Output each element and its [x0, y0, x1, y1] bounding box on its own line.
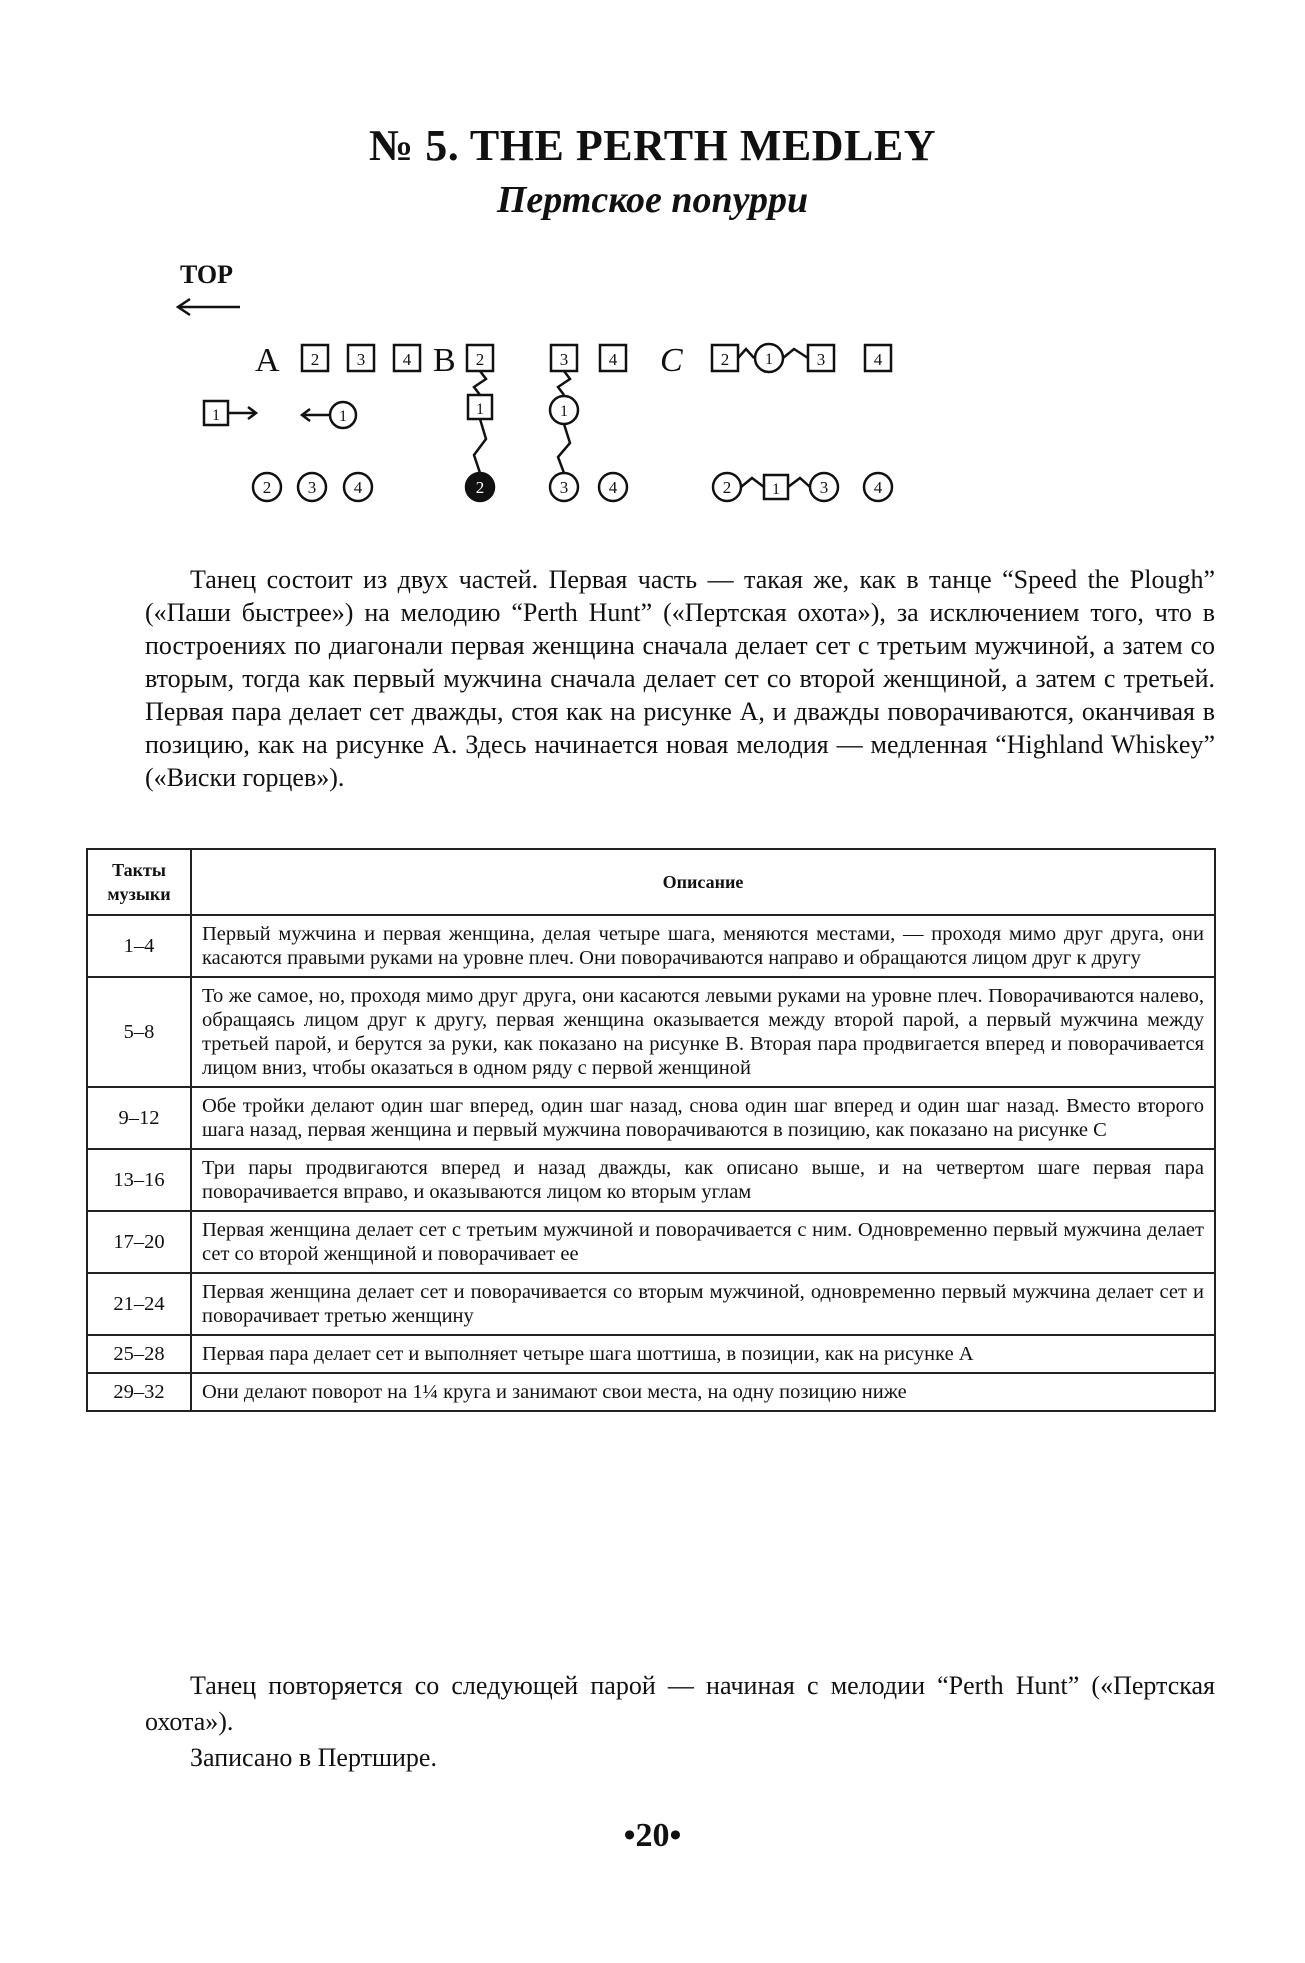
- man-2-square: [467, 345, 493, 371]
- table-row: [87, 1087, 1215, 1149]
- woman-2-circle: [713, 473, 741, 501]
- dance-steps-table: [86, 848, 1216, 1412]
- man-1-square: [764, 475, 788, 499]
- woman-1-circle: [755, 344, 783, 372]
- man-3-square: [808, 345, 834, 371]
- table-row: [87, 1373, 1215, 1411]
- svg-text:1: 1: [765, 351, 773, 368]
- figure-c: [712, 344, 892, 501]
- woman-2-circle: [466, 473, 494, 501]
- table-header-row: [87, 849, 1215, 915]
- right-arrow-icon: [228, 407, 256, 419]
- description-cell: То же самое, но, проходя мимо друг друга, они касаются левыми руками на уровне плеч. Поворачиваются налево, обращаясь лицом друг к другу, первая женщина оказывается между второй парой, а первый мужчина между третьей парой, и берутся за руки, как показано на рисунке В. Вторая пара продвигается вперед и поворачивается лицом вниз, чтобы оказаться в одном ряду с первой женщиной: [191, 977, 1215, 1087]
- svg-text:4: 4: [873, 350, 883, 369]
- woman-1-circle: [550, 396, 578, 424]
- source-note: Записано в Пертшире.: [190, 1743, 437, 1772]
- hand-link: [558, 424, 570, 473]
- bars-cell: 25–28: [87, 1335, 191, 1373]
- description-cell: Они делают поворот на 1¼ круга и занимают свои места, на одну позицию ниже: [191, 1373, 1215, 1411]
- man-4-square: [865, 345, 891, 371]
- svg-text:2: 2: [262, 478, 272, 497]
- description-cell: Обе тройки делают один шаг вперед, один шаг назад, снова один шаг вперед и один шаг назад. Вместо второго шага назад, первая женщина и первый мужчина поворачиваются в позицию, как показано на рисунке С: [191, 1087, 1215, 1149]
- bars-cell: 29–32: [87, 1373, 191, 1411]
- figure-a-label: A: [255, 342, 280, 379]
- svg-text:3: 3: [559, 478, 569, 497]
- svg-text:3: 3: [819, 478, 829, 497]
- table-row: [87, 915, 1215, 977]
- man-3-square: [348, 345, 374, 371]
- svg-text:3: 3: [816, 350, 826, 369]
- table-row: [87, 1149, 1215, 1211]
- svg-text:4: 4: [353, 478, 363, 497]
- svg-text:3: 3: [559, 350, 569, 369]
- man-4-square: [600, 345, 626, 371]
- hand-link: [474, 371, 486, 395]
- table-row: [87, 1211, 1215, 1273]
- man-3-square: [551, 345, 577, 371]
- page-subtitle: Пертское попурри: [496, 179, 809, 221]
- woman-4-circle: [344, 473, 372, 501]
- woman-3-circle: [298, 473, 326, 501]
- woman-4-circle: [864, 473, 892, 501]
- svg-text:2: 2: [310, 350, 320, 369]
- man-1-square: [204, 401, 228, 425]
- page-number: •20•: [623, 1817, 682, 1854]
- svg-text:2: 2: [475, 350, 485, 369]
- hand-link: [558, 371, 570, 395]
- top-arrow-icon: [178, 299, 240, 315]
- man-2-square: [712, 345, 738, 371]
- bars-cell: 21–24: [87, 1273, 191, 1335]
- woman-3-circle: [810, 473, 838, 501]
- description-cell: Первая женщина делает сет с третьим мужчиной и поворачивается с ним. Одновременно первый мужчина делает сет со второй женщиной и поворачивает ее: [191, 1211, 1215, 1273]
- man-1-square: [468, 395, 492, 419]
- hand-link: [783, 349, 808, 358]
- bars-cell: 13–16: [87, 1149, 191, 1211]
- description-cell: Первая женщина делает сет и поворачивается со вторым мужчиной, одновременно первый мужчина делает сет и поворачивает третью женщину: [191, 1273, 1215, 1335]
- svg-text:4: 4: [608, 478, 618, 497]
- description-cell: Три пары продвигаются вперед и назад дважды, как описано выше, и на четвертом шаге первая пара поворачивается вправо, и оказываются лицом ко вторым углам: [191, 1149, 1215, 1211]
- figure-b-label: B: [433, 342, 456, 379]
- top-label: TOP: [180, 260, 233, 289]
- left-arrow-icon: [302, 409, 330, 421]
- svg-text:2: 2: [722, 478, 732, 497]
- svg-text:1: 1: [339, 408, 347, 425]
- svg-text:3: 3: [356, 350, 366, 369]
- page-title: № 5. THE PERTH MEDLEY: [369, 121, 936, 170]
- header-description: Описание: [191, 849, 1215, 915]
- hand-link: [741, 478, 764, 487]
- bars-cell: 17–20: [87, 1211, 191, 1273]
- hand-link: [788, 478, 810, 487]
- svg-text:3: 3: [307, 478, 317, 497]
- woman-2-circle: [253, 473, 281, 501]
- header-bars: Такты музыки: [87, 849, 191, 915]
- svg-text:4: 4: [402, 350, 412, 369]
- svg-text:1: 1: [772, 481, 780, 498]
- figure-a: [204, 345, 420, 501]
- description-cell: Первая пара делает сет и выполняет четыре шага шоттиша, в позиции, как на рисунке А: [191, 1335, 1215, 1373]
- man-4-square: [394, 345, 420, 371]
- description-cell: Первый мужчина и первая женщина, делая четыре шага, меняются местами, — проходя мимо друг друга, они касаются правыми руками на уровне плеч. Они поворачиваются направо и обращаются лицом друг к другу: [191, 915, 1215, 977]
- svg-text:4: 4: [873, 478, 883, 497]
- table-row: [87, 977, 1215, 1087]
- woman-4-circle: [599, 473, 627, 501]
- figure-b: [466, 345, 627, 501]
- bars-cell: 5–8: [87, 977, 191, 1087]
- svg-text:4: 4: [608, 350, 618, 369]
- svg-text:1: 1: [476, 401, 484, 418]
- repeat-note: Танец повторяется со следующей парой — начиная с мелодии “Perth Hunt” («Пертская охота»).: [145, 1671, 1215, 1736]
- woman-1-circle: [330, 402, 356, 428]
- bars-cell: 9–12: [87, 1087, 191, 1149]
- hand-link: [738, 349, 754, 358]
- woman-3-circle: [550, 473, 578, 501]
- intro-paragraph: Танец состоит из двух частей. Первая часть — такая же, как в танце “Speed the Plough” («Паши быстрее») на мелодию “Perth Hunt” («Пертская охота»), за исключением того, что в построениях по диагонали первая женщина сначала делает сет с третьим мужчиной, а затем со вторым, тогда как первый мужчина сначала делает сет со второй женщиной, а затем с третьей. Первая пара делает сет дважды, стоя как на рисунке А, и дважды поворачиваются, оканчивая в позицию, как на рисунке А. Здесь начинается новая мелодия — медленная “Highland Whiskey” («Виски горцев»).: [145, 565, 1215, 792]
- table-row: [87, 1335, 1215, 1373]
- svg-text:2: 2: [720, 350, 730, 369]
- svg-text:1: 1: [560, 403, 568, 420]
- closing-text: [145, 1668, 1215, 1776]
- man-2-square: [302, 345, 328, 371]
- svg-text:1: 1: [212, 407, 220, 424]
- svg-text:2: 2: [475, 478, 485, 497]
- figure-c-label: C: [660, 342, 683, 379]
- hand-link: [474, 419, 486, 473]
- table-row: [87, 1273, 1215, 1335]
- formation-diagram: [160, 255, 1120, 525]
- bars-cell: 1–4: [87, 915, 191, 977]
